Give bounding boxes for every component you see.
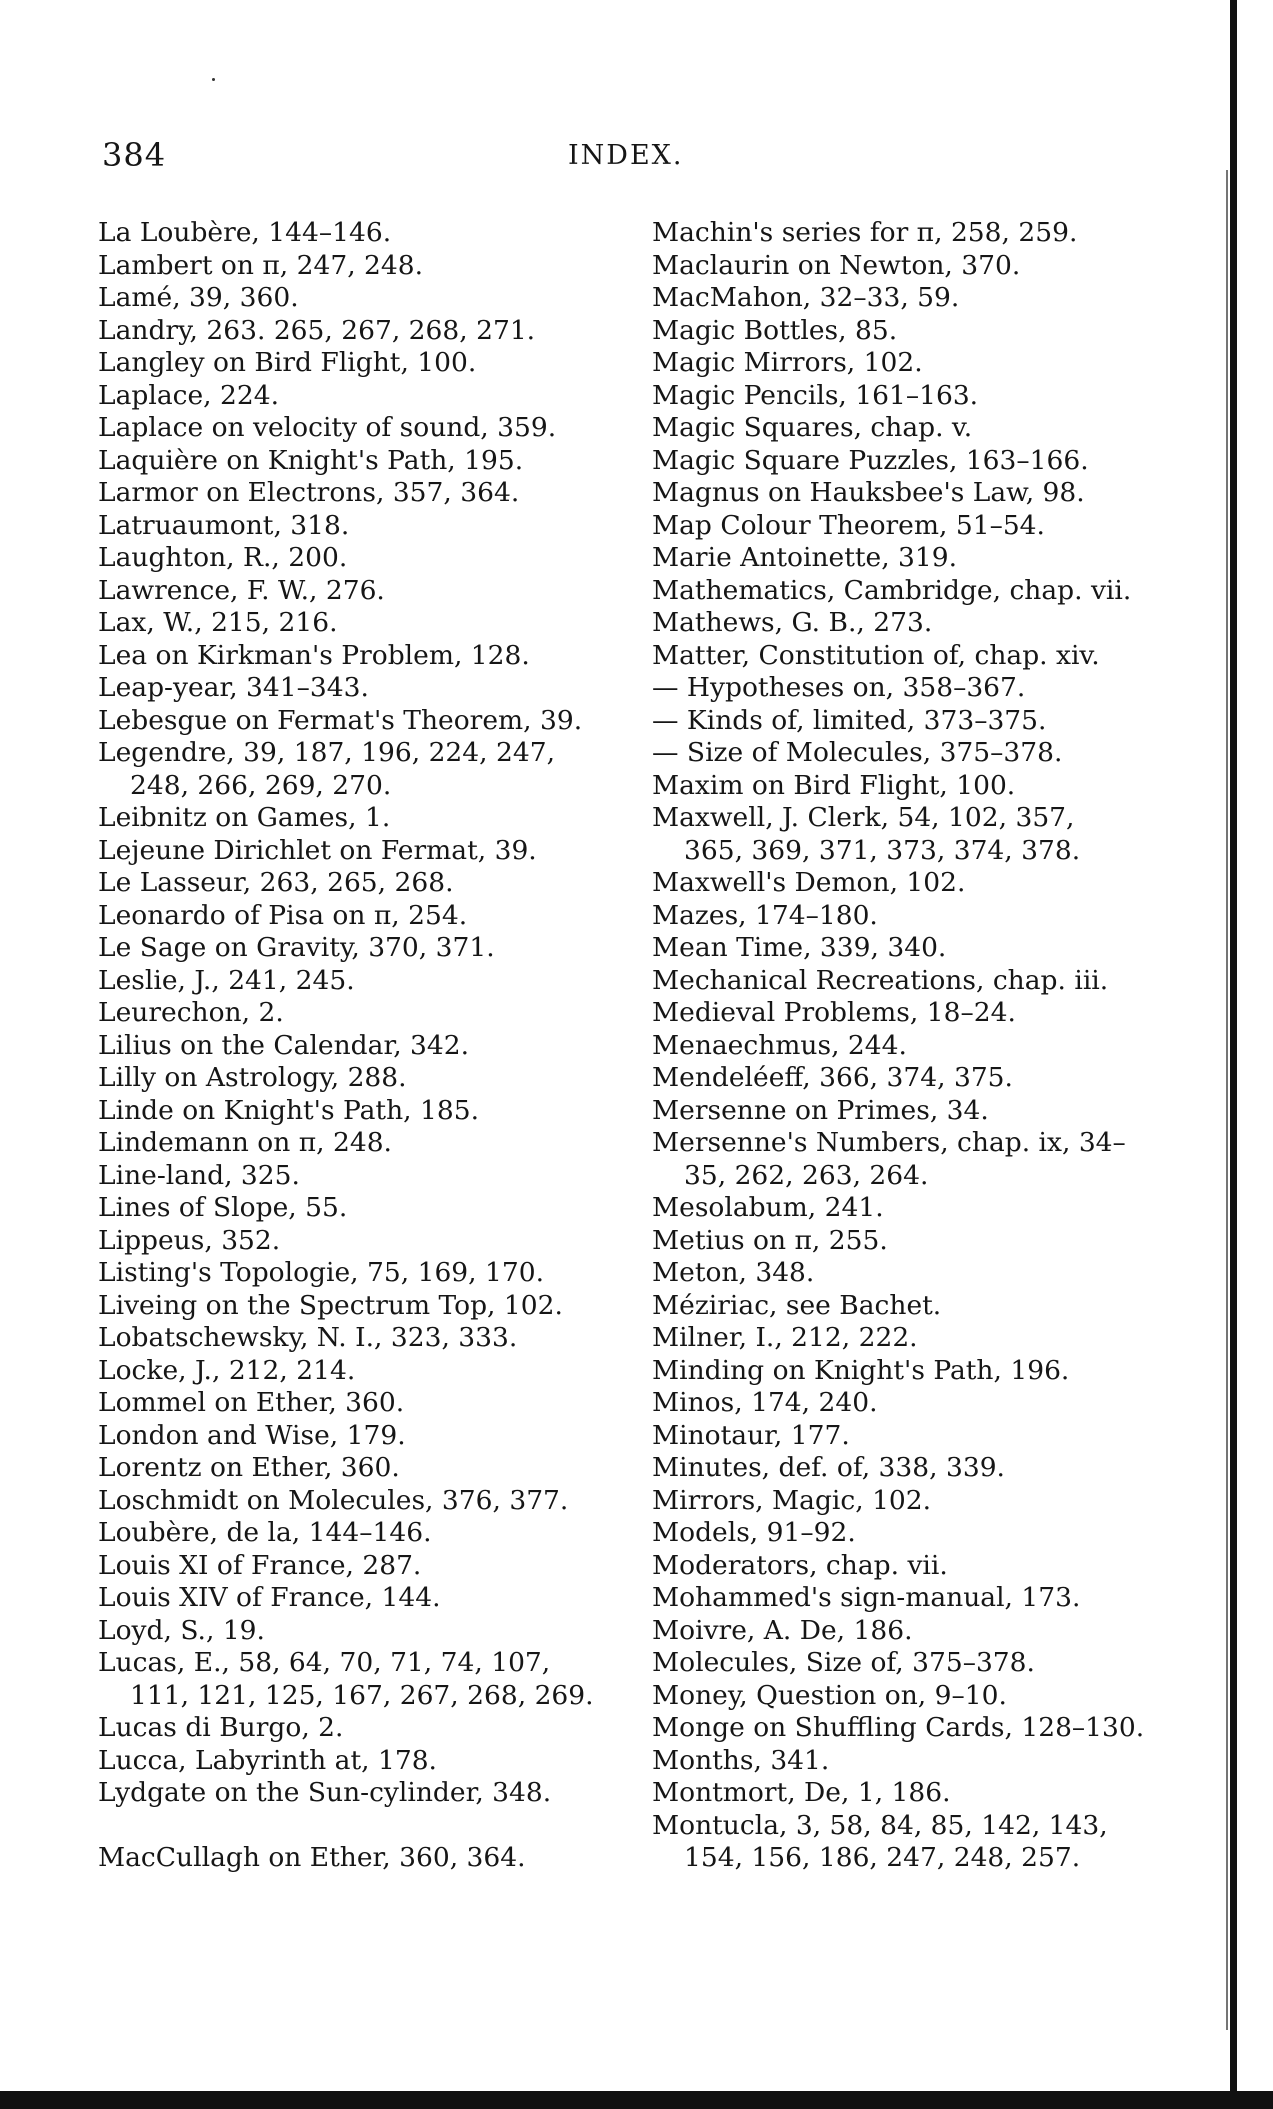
index-entry: — Kinds of, limited, 373–375. (652, 704, 1047, 736)
index-entry: Lilius on the Calendar, 342. (98, 1029, 470, 1061)
index-entry: Lucas di Burgo, 2. (98, 1712, 344, 1743)
index-entry: Lippeus, 352. (98, 1224, 281, 1256)
index-entry: Mathematics, Cambridge, chap. vii. (652, 574, 1132, 606)
index-entry: Models, 91–92. (652, 1517, 856, 1548)
index-entry: Minding on Knight's Path, 196. (652, 1354, 1070, 1386)
index-entry: Montucla, 3, 58, 84, 85, 142, 143, (652, 1809, 1108, 1841)
index-entry: Minos, 174, 240. (652, 1387, 878, 1418)
index-entry: Laplace on velocity of sound, 359. (98, 412, 557, 443)
index-entry: Molecules, Size of, 375–378. (652, 1647, 1035, 1678)
index-entry: Legendre, 39, 187, 196, 224, 247, (98, 737, 556, 768)
index-entry: Lebesgue on Fermat's Theorem, 39. (98, 704, 583, 736)
index-entry: Leurechon, 2. (98, 997, 284, 1028)
index-entry: Latruaumont, 318. (98, 509, 350, 541)
index-entry: Lax, W., 215, 216. (98, 607, 338, 638)
index-entry: Mersenne on Primes, 34. (652, 1094, 989, 1126)
index-entry-continuation: 35, 262, 263, 264. (684, 1159, 929, 1191)
index-entry: Map Colour Theorem, 51–54. (652, 509, 1045, 541)
index-entry: Laquière on Knight's Path, 195. (98, 444, 524, 476)
index-entry: Langley on Bird Flight, 100. (98, 347, 477, 378)
index-entry: Montmort, De, 1, 186. (652, 1777, 951, 1808)
index-entry-continuation: 154, 156, 186, 247, 248, 257. (684, 1842, 1081, 1873)
index-entry: Leap-year, 341–343. (98, 672, 369, 703)
index-entry: Marie Antoinette, 319. (652, 542, 958, 573)
index-entry: — Size of Molecules, 375–378. (652, 737, 1063, 768)
index-entry: Louis XIV of France, 144. (98, 1582, 441, 1613)
index-entry: Leibnitz on Games, 1. (98, 802, 391, 833)
index-entry: Months, 341. (652, 1744, 830, 1776)
index-entry: Magic Squares, chap. v. (652, 412, 973, 443)
index-entry: Mirrors, Magic, 102. (652, 1484, 932, 1516)
index-entry: Lines of Slope, 55. (98, 1192, 348, 1223)
index-entry: Lucca, Labyrinth at, 178. (98, 1744, 437, 1776)
index-entry: Méziriac, see Bachet. (652, 1289, 942, 1321)
index-entry: Lucas, E., 58, 64, 70, 71, 74, 107, (98, 1647, 551, 1678)
index-entry: Maclaurin on Newton, 370. (652, 249, 1021, 281)
index-entry: Lobatschewsky, N. I., 323, 333. (98, 1322, 518, 1353)
index-entry: Magic Bottles, 85. (652, 314, 898, 346)
index-entry: Listing's Topologie, 75, 169, 170. (98, 1257, 545, 1288)
index-entry: Lambert on π, 247, 248. (98, 249, 424, 281)
index-entry: Minotaur, 177. (652, 1419, 850, 1451)
index-entry-continuation: 248, 266, 269, 270. (130, 769, 392, 801)
index-entry: Matter, Constitution of, chap. xiv. (652, 639, 1100, 671)
index-entry: MacCullagh on Ether, 360, 364. (98, 1842, 526, 1873)
index-entry: Magic Mirrors, 102. (652, 347, 923, 378)
index-entry: Lommel on Ether, 360. (98, 1387, 405, 1418)
index-entry: Lejeune Dirichlet on Fermat, 39. (98, 834, 537, 866)
index-entry: Mean Time, 339, 340. (652, 932, 947, 963)
index-entry: Laughton, R., 200. (98, 542, 348, 573)
index-entry: Louis XI of France, 287. (98, 1549, 422, 1581)
index-entry: Maxwell's Demon, 102. (652, 867, 966, 898)
index-entry: Linde on Knight's Path, 185. (98, 1094, 479, 1126)
index-entry: Leonardo of Pisa on π, 254. (98, 899, 468, 931)
index-entry: Locke, J., 212, 214. (98, 1354, 356, 1386)
index-entry: Magnus on Hauksbee's Law, 98. (652, 477, 1085, 508)
index-entry: Mesolabum, 241. (652, 1192, 884, 1223)
index-entry: Magic Pencils, 161–163. (652, 379, 979, 411)
index-entry: Liveing on the Spectrum Top, 102. (98, 1289, 563, 1321)
index-entry: Minutes, def. of, 338, 339. (652, 1452, 1005, 1483)
index-entry: Lamé, 39, 360. (98, 282, 299, 313)
index-entry: Loyd, S., 19. (98, 1614, 265, 1646)
index-entry: Mohammed's sign-manual, 173. (652, 1582, 1081, 1613)
scan-bottom-edge (0, 2091, 1273, 2109)
index-entry: MacMahon, 32–33, 59. (652, 282, 960, 313)
scan-margin-line (1226, 170, 1228, 2030)
index-entry: Maxwell, J. Clerk, 54, 102, 357, (652, 802, 1075, 833)
index-entry: Landry, 263. 265, 267, 268, 271. (98, 314, 536, 346)
index-entry: La Loubère, 144–146. (98, 217, 392, 248)
scan-binding-edge (1230, 0, 1237, 2109)
index-entry: — Hypotheses on, 358–367. (652, 672, 1026, 703)
index-entry: Meton, 348. (652, 1257, 815, 1288)
index-entry: Lea on Kirkman's Problem, 128. (98, 639, 530, 671)
index-entry: Loubère, de la, 144–146. (98, 1517, 432, 1548)
index-entry: Machin's series for π, 258, 259. (652, 217, 1078, 248)
page-number: 384 (102, 136, 167, 174)
index-entry: Money, Question on, 9–10. (652, 1679, 1007, 1711)
index-column-right (652, 217, 1176, 1875)
index-entry: Line-land, 325. (98, 1159, 300, 1191)
scan-speck (212, 78, 215, 81)
index-entry: Medieval Problems, 18–24. (652, 997, 1016, 1028)
index-entry: Loschmidt on Molecules, 376, 377. (98, 1484, 569, 1516)
index-entry: Mersenne's Numbers, chap. ix, 34– (652, 1127, 1126, 1158)
index-entry: Mazes, 174–180. (652, 899, 878, 931)
index-column-left (98, 217, 638, 1875)
index-entry: Monge on Shuffling Cards, 128–130. (652, 1712, 1145, 1743)
index-entry: Lorentz on Ether, 360. (98, 1452, 400, 1483)
index-entry: Lawrence, F. W., 276. (98, 574, 385, 606)
index-entry: Mathews, G. B., 273. (652, 607, 933, 638)
index-entry: Lilly on Astrology, 288. (98, 1062, 407, 1093)
index-entry: Magic Square Puzzles, 163–166. (652, 444, 1089, 476)
index-entry-continuation: 111, 121, 125, 167, 267, 268, 269. (130, 1679, 594, 1711)
index-entry: Menaechmus, 244. (652, 1029, 907, 1061)
index-entry: Mechanical Recreations, chap. iii. (652, 964, 1109, 996)
index-entry: Moderators, chap. vii. (652, 1549, 948, 1581)
index-entry-continuation: 365, 369, 371, 373, 374, 378. (684, 834, 1081, 866)
index-entry: Metius on π, 255. (652, 1224, 888, 1256)
index-entry: Larmor on Electrons, 357, 364. (98, 477, 520, 508)
index-entry: Mendeléeff, 366, 374, 375. (652, 1062, 1013, 1093)
index-entry: Milner, I., 212, 222. (652, 1322, 918, 1353)
index-entry: Laplace, 224. (98, 379, 280, 411)
index-entry: Maxim on Bird Flight, 100. (652, 769, 1016, 801)
index-entry: Le Sage on Gravity, 370, 371. (98, 932, 495, 963)
index-entry: Lindemann on π, 248. (98, 1127, 392, 1158)
index-entry: Leslie, J., 241, 245. (98, 964, 355, 996)
index-entry: London and Wise, 179. (98, 1419, 406, 1451)
index-entry: Moivre, A. De, 186. (652, 1614, 913, 1646)
index-entry: Le Lasseur, 263, 265, 268. (98, 867, 454, 898)
index-entry: Lydgate on the Sun-cylinder, 348. (98, 1777, 552, 1808)
page-title: INDEX. (568, 140, 684, 171)
